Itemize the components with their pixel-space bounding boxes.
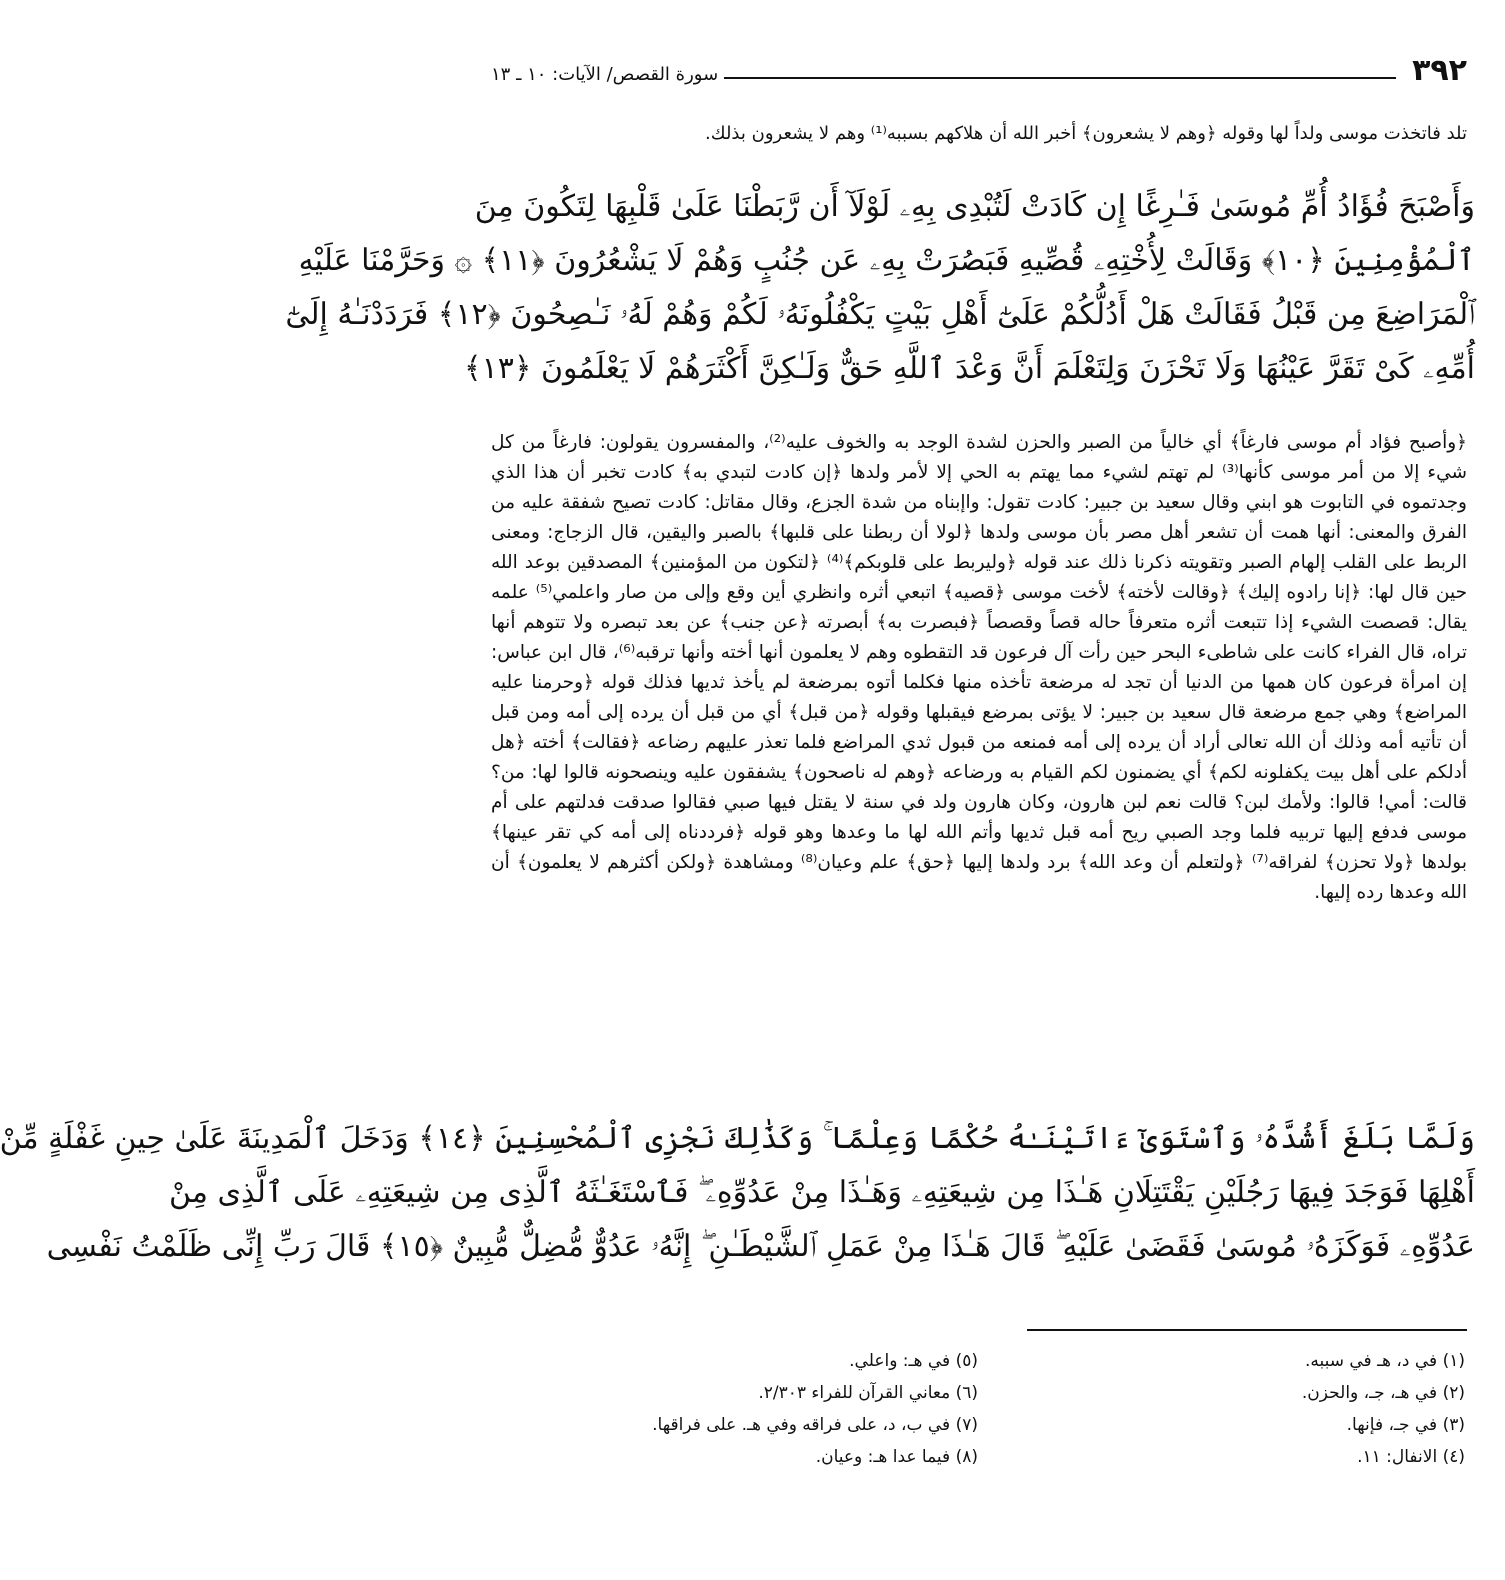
page-number: ٣٩٢: [1412, 53, 1467, 88]
footnote: (٨) فيما عدا هـ: وعيان.: [815, 1447, 978, 1467]
running-head: سورة القصص/ الآيات: ١٠ ـ ١٣: [491, 64, 719, 85]
tafsir-paragraph: ﴿وأصبح فؤاد أم موسى فارغاً﴾ أي خالياً من الصبر والحزن لشدة الوجد به والخوف عليه⁽²⁾، والمفسرون يقولون: فارغاً من كل شيء إلا من أمر موسى كأنها⁽³⁾ لم تهتم لشيء مما يهتم به الحي إلا لأمر ولدها ﴿إن كادت لتبدي به﴾ كادت تخبر أن هذا الذي وجدتموه في التابوت هو ابني وقال سعيد بن جبير: كادت تقول: واإبناه من شدة الجزع، وقال مقاتل: كادت تصيح شفقة عليه من الفرق والمعنى: أنها همت أن تشعر أهل مصر بأن موسى ولدها ﴿لولا أن ربطنا على قلبها﴾ بالصبر واليقين، قال الزجاج: ومعنى الربط على القلب إلهام الصبر وتقويته ذكرنا ذلك عند قوله ﴿وليربط على قلوبكم﴾⁽⁴⁾ ﴿لتكون من المؤمنين﴾ المصدقين بوعد الله حين قال لها: ﴿إنا رادوه إليك﴾ ﴿وقالت لأخته﴾ لأخت موسى ﴿قصيه﴾ اتبعي أثره وانظري أين وقع وإلى من صار واعلمي⁽⁵⁾ علمه يقال: قصصت الشيء إذا تتبعت أثره متعرفاً حاله قصاً وقصصاً ﴿فبصرت به﴾ أبصرته ﴿عن جنب﴾ عن بعد تبصره ولا تتوهم أنها تراه، قال الفراء كانت على شاطىء البحر حين رأت آل فرعون قد التقطوه وهم لا يعلمون أنها أخته وأنها ترقبه⁽⁶⁾، قال ابن عباس: إن امرأة فرعون كان همها من الدنيا أن تجد له مرضعة تأخذه منها فكلما أتوه بمرضعة لم يأخذ ثديها فذلك قوله ﴿وحرمنا عليه المراضع﴾ وهي جمع مرضعة قال سعيد بن جبير: لا يؤتى بمرضع فيقبلها وقوله ﴿من قبل﴾ أي من قبل أن يرده إلى أمه ومن قبل أن تأتيه أمه وذلك أن الله تعالى أراد أن يرده إلى أمه فمنعه من قبول ثدي المراضع فلما تعذر عليهم رضاعه ﴿فقالت﴾ أخته ﴿هل أدلكم على أهل بيت يكفلونه لكم﴾ أي يضمنون لكم القيام به ورضاعه ﴿وهم له ناصحون﴾ يشفقون عليه وينصحونه قالوا لها: من؟ قالت: أمي! قالوا: ولأمك لبن؟ قالت نعم لبن هارون، وكان هارون ولد في سنة لا يقتل فيها صبي فقالوا صدقت فدلتهم على أم موسى فدفع إليها تربيه فلما وجد الصبي ريح أمه قبل ثديها وأتم الله لها ما وعدها وهو قوله ﴿فرددناه إلى أمه كي تقر عينها﴾ بولدها ﴿ولا تحزن﴾ لفراقه⁽⁷⁾ ﴿ولتعلم أن وعد الله﴾ برد ولدها إليها ﴿حق﴾ علم وعيان⁽⁸⁾ ومشاهدة ﴿ولكن أكثرهم لا يعلمون﴾ أن الله وعدها رده إليها.: [491, 432, 1468, 903]
footnote: (١) في د، هـ في سببه.: [1304, 1351, 1465, 1371]
footnotes-column-left: [491, 1345, 978, 1473]
footnote: (٢) في هـ، جـ، والحزن.: [1301, 1383, 1465, 1403]
verse-line: ٱلْمَرَاضِعَ مِن قَبْلُ فَقَالَتْ هَلْ أَدُلُّكُمْ عَلَىٰٓ أَهْلِ بَيْتٍ يَكْفُلُونَهُۥ لَكُمْ وَهُمْ لَهُۥ نَـٰصِحُونَ ﴿١٢﴾ فَرَدَدْنَـٰهُ إِلَىٰٓ: [285, 297, 1475, 332]
verse-line: عَدُوِّهِۦ فَوَكَزَهُۥ مُوسَىٰ فَقَضَىٰ عَلَيْهِ ۖ قَالَ هَـٰذَا مِنْ عَمَلِ ٱلشَّيْطَـٰنِ ۖ إِنَّهُۥ عَدُوٌّ مُّضِلٌّ مُّبِينٌ ﴿١٥﴾ قَالَ رَبِّ إِنِّى ظَلَمْتُ نَفْسِى: [46, 1229, 1475, 1264]
page-header: [491, 52, 1467, 86]
quran-verses-block-2: [0, 1112, 1475, 1274]
footnote: (٤) الانفال: ١١.: [1357, 1447, 1465, 1467]
verse-line: أُمِّهِۦ كَىْ تَقَرَّ عَيْنُهَا وَلَا تَحْزَنَ وَلِتَعْلَمَ أَنَّ وَعْدَ ٱللَّهِ حَقٌّ وَلَـٰكِنَّ أَكْثَرَهُمْ لَا يَعْلَمُونَ ﴿١٣﴾: [464, 351, 1475, 386]
footnotes: [491, 1345, 1465, 1473]
verse-line: وَلَمَّا بَلَغَ أَشُدَّهُۥ وَٱسْتَوَىٰٓ ءَاتَيْنَـٰهُ حُكْمًا وَعِلْمًا ۚ وَكَذَٰلِكَ نَجْزِى ٱلْمُحْسِنِينَ ﴿١٤﴾ وَدَخَلَ ٱلْمَدِينَةَ عَلَىٰ حِينِ غَفْلَةٍ مِّنْ: [0, 1121, 1475, 1156]
quran-verses-block-1: [285, 180, 1475, 396]
footnote: (٥) في هـ: واعلي.: [849, 1351, 978, 1371]
header-rule: [724, 77, 1396, 79]
footnote: (٣) في جـ، فإنها.: [1346, 1415, 1465, 1435]
footnote: (٦) معاني القرآن للفراء ٢/٣٠٣.: [758, 1383, 978, 1403]
footnotes-column-right: [978, 1345, 1465, 1473]
tafsir-commentary: [491, 428, 1467, 908]
verse-line: ٱلْمُؤْمِنِينَ ﴿١٠﴾ وَقَالَتْ لِأُخْتِهِۦ قُصِّيهِ فَبَصُرَتْ بِهِۦ عَن جُنُبٍ وَهُمْ لَا يَشْعُرُونَ ﴿١١﴾ ۞ وَحَرَّمْنَا عَلَيْهِ: [298, 243, 1475, 278]
footnote: (٧) في ب، د، على فراقه وفي هـ. على فراقها.: [652, 1415, 978, 1435]
verse-line: أَهْلِهَا فَوَجَدَ فِيهَا رَجُلَيْنِ يَقْتَتِلَانِ هَـٰذَا مِن شِيعَتِهِۦ وَهَـٰذَا مِنْ عَدُوِّهِۦ ۖ فَٱسْتَغَـٰثَهُ ٱلَّذِى مِن شِيعَتِهِۦ عَلَى ٱلَّذِى مِنْ: [169, 1175, 1475, 1210]
verse-line: وَأَصْبَحَ فُؤَادُ أُمِّ مُوسَىٰ فَـٰرِغًا إِن كَادَتْ لَتُبْدِى بِهِۦ لَوْلَآ أَن رَّبَطْنَا عَلَىٰ قَلْبِهَا لِتَكُونَ مِنَ: [474, 189, 1475, 224]
footnote-separator: [1027, 1329, 1467, 1331]
intro-paragraph: تلد فاتخذت موسى ولداً لها وقوله ﴿وهم لا يشعرون﴾ أخبر الله أن هلاكهم بسببه⁽¹⁾ وهم لا يشعرون بذلك.: [705, 123, 1467, 144]
